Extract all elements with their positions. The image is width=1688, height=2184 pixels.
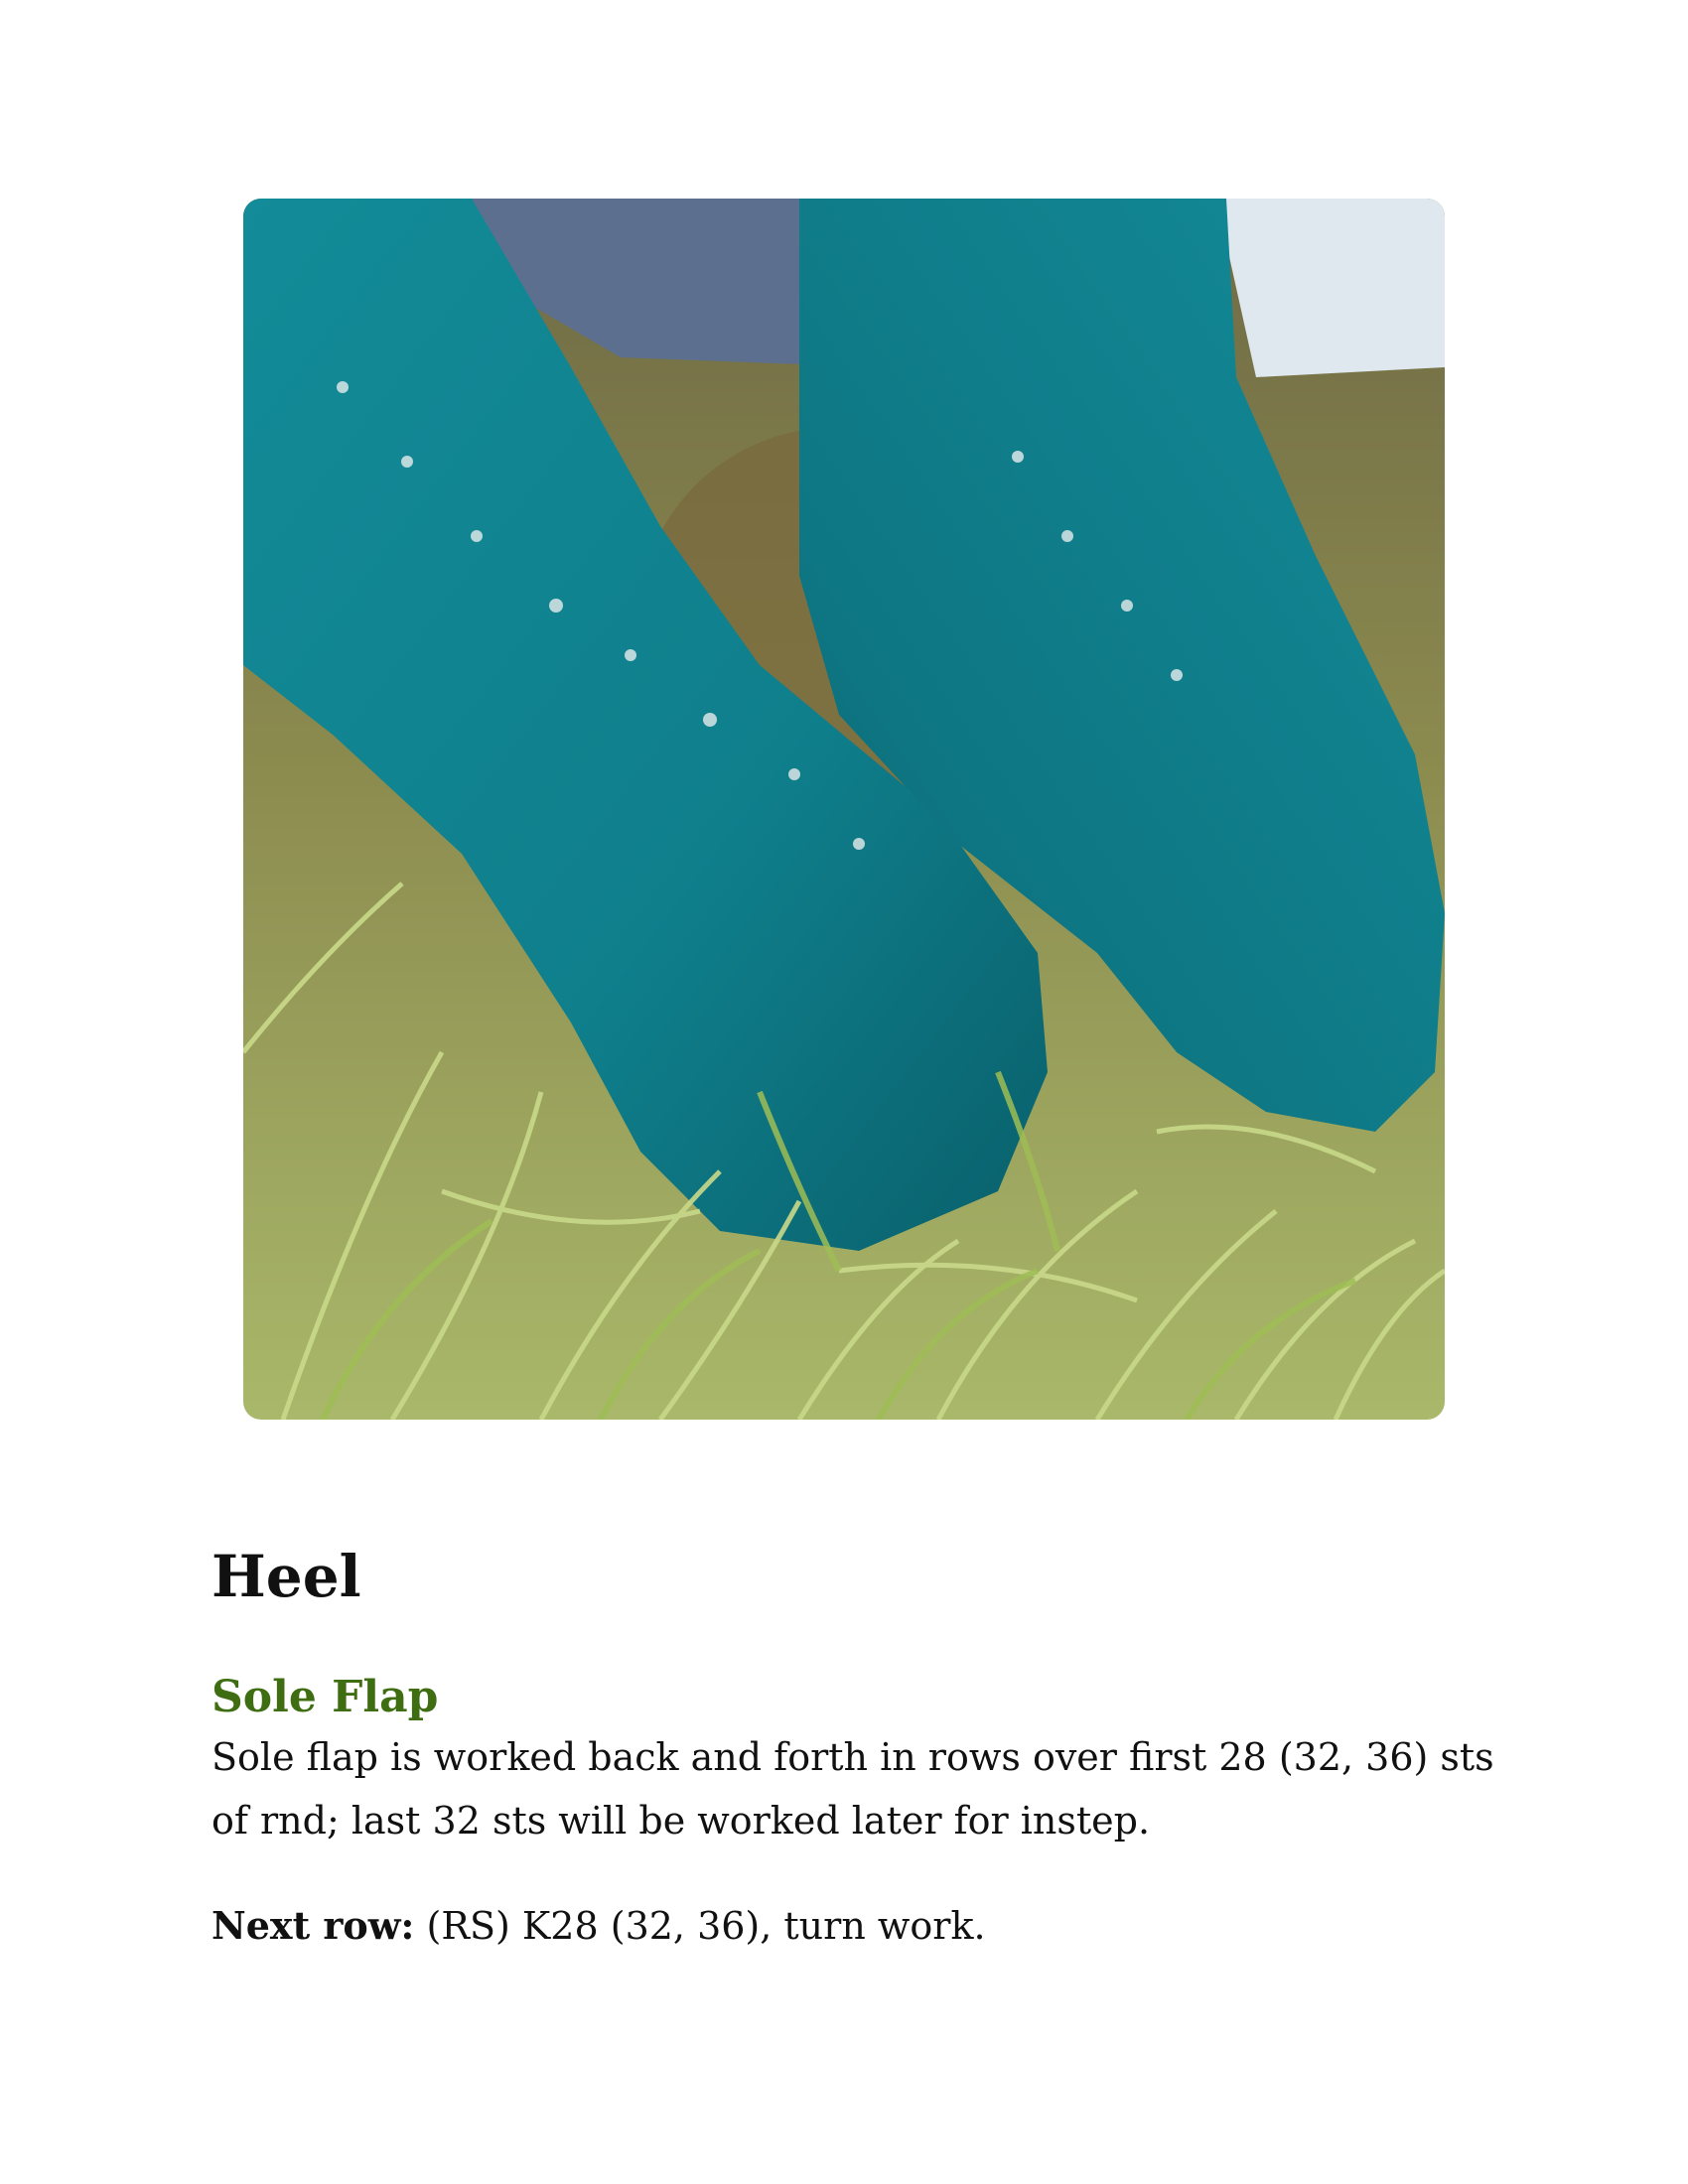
sock-photo (243, 199, 1445, 1420)
pattern-text (211, 1539, 1502, 1958)
section-heading: Heel (211, 1543, 361, 1610)
sole-flap-paragraph: Sole flap is worked back and forth in rows over first 28 (32, 36) sts of rnd; last 32 sts will be worked later for instep. (211, 1735, 1494, 1843)
subsection-heading: Sole Flap (211, 1672, 439, 1722)
instruction-text: (RS) K28 (32, 36), turn work. (414, 1904, 986, 1948)
instruction-lead: Next row: (211, 1903, 415, 1948)
next-row-instruction (211, 1894, 1502, 1958)
knitted-socks-on-grass-photo (243, 199, 1445, 1420)
